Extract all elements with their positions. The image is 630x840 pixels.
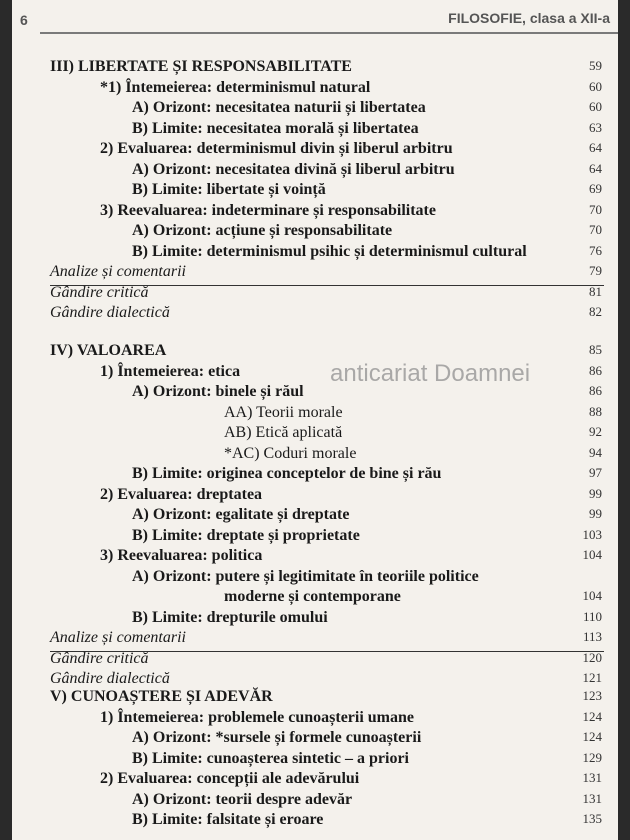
toc-entry-text: 3) Reevaluarea: politica — [100, 547, 263, 564]
toc-page-number: 124 — [582, 729, 602, 744]
toc-row — [12, 588, 618, 610]
toc-entry-text: Gândire critică — [50, 283, 149, 301]
running-title: FILOSOFIE, clasa a XII-a — [448, 10, 610, 26]
toc-page-number: 86 — [589, 383, 602, 398]
toc-entry-text: 1) Întemeierea: etica — [100, 362, 241, 380]
toc-row — [12, 363, 618, 385]
toc-page-number: 85 — [589, 342, 602, 357]
toc-row — [12, 609, 618, 631]
toc-row — [12, 770, 618, 792]
toc-row — [12, 342, 618, 364]
toc-row — [12, 263, 618, 285]
toc-page-number: 88 — [589, 403, 602, 419]
toc-row — [12, 465, 618, 487]
toc-row — [12, 181, 618, 203]
toc-entry-text: A) Orizont: teorii despre adevăr — [132, 790, 353, 808]
toc-entry-text: 3) Reevaluarea: indeterminare și responsabilitate — [100, 201, 436, 219]
toc-entry-text: 2) Evaluarea: determinismul divin și liberul arbitru — [100, 140, 453, 157]
toc-row — [12, 120, 618, 142]
toc-page-number: 123 — [582, 688, 602, 703]
toc-page-number: 69 — [589, 181, 602, 196]
toc-row — [12, 791, 618, 813]
toc-entry-text: B) Limite: necesitatea morală și libertatea — [132, 119, 419, 137]
toc-entry-text: A) Orizont: *sursele și formele cunoașterii — [132, 729, 422, 746]
toc-row — [12, 650, 618, 672]
toc-entry-text: *1) Întemeierea: determinismul natural — [100, 78, 371, 96]
toc-page-number: 60 — [589, 99, 602, 114]
toc-row — [12, 629, 618, 651]
toc-row — [12, 243, 618, 265]
toc-entry-text: Gândire dialectică — [50, 304, 170, 321]
toc-entry-text: A) Orizont: binele și răul — [132, 383, 304, 400]
toc-entry-text: A) Orizont: putere și legitimitate în teoriile politice — [132, 567, 479, 585]
toc-page-number: 104 — [582, 547, 602, 562]
toc-row — [12, 750, 618, 772]
watermark: anticariat Doamnei — [330, 360, 531, 387]
toc-page-number: 64 — [589, 140, 602, 155]
toc-row — [12, 222, 618, 244]
toc-entry-text: A) Orizont: necesitatea divină și liberul arbitru — [132, 160, 455, 178]
toc-entry-text: B) Limite: drepturile omului — [132, 608, 328, 626]
toc-entry-text: Analize și comentarii — [50, 263, 186, 280]
toc-page-number: 70 — [589, 222, 602, 237]
toc-row — [12, 383, 618, 405]
toc-row — [12, 486, 618, 508]
toc-row — [12, 506, 618, 528]
toc-page-number: 94 — [589, 444, 602, 460]
toc-entry-text: Analize și comentarii — [50, 629, 186, 646]
toc-row — [12, 445, 618, 467]
toc-row — [12, 811, 618, 833]
toc-page-number: 79 — [589, 263, 602, 278]
toc-entry-text: A) Orizont: egalitate și dreptate — [132, 506, 350, 523]
toc-entry-text: AA) Teorii morale — [224, 403, 343, 421]
toc-page-number: 92 — [589, 424, 602, 439]
toc-entry-text: B) Limite: falsitate și eroare — [132, 811, 324, 828]
toc-row — [12, 79, 618, 101]
toc-page-number: 103 — [582, 526, 602, 542]
toc-entry-text: *AC) Coduri morale — [224, 444, 357, 462]
toc-row — [12, 709, 618, 731]
toc-page-number: 64 — [589, 160, 602, 176]
toc-row — [12, 547, 618, 569]
toc-page-number: 131 — [582, 790, 602, 806]
toc-page-number: 97 — [589, 465, 602, 480]
page-number: 6 — [20, 12, 28, 28]
toc-row — [12, 58, 618, 80]
toc-entry-text: B) Limite: determinismul psihic și determinismul cultural — [132, 242, 527, 260]
toc-entry-text: 1) Întemeierea: problemele cunoașterii umane — [100, 708, 415, 726]
toc-row — [12, 404, 618, 426]
toc-entry-text: 2) Evaluarea: concepții ale adevărului — [100, 770, 360, 787]
toc-page-number: 124 — [582, 708, 602, 724]
toc-row — [12, 140, 618, 162]
toc-entry-text: A) Orizont: acțiune și responsabilitate — [132, 222, 393, 239]
table-of-contents — [12, 0, 618, 840]
toc-page-number: 104 — [582, 588, 602, 603]
toc-page-number: 99 — [589, 506, 602, 521]
toc-page-number: 120 — [582, 649, 602, 665]
toc-entry-text: 2) Evaluarea: dreptatea — [100, 485, 263, 503]
toc-entry-text: moderne și contemporane — [224, 588, 401, 605]
toc-page-number: 60 — [589, 78, 602, 94]
toc-entry-text: Gândire critică — [50, 649, 149, 667]
toc-row — [12, 688, 618, 710]
toc-row — [12, 527, 618, 549]
toc-row — [12, 568, 618, 590]
toc-page-number: 86 — [589, 362, 602, 378]
toc-page-number: 81 — [589, 283, 602, 299]
book-page — [12, 0, 618, 840]
toc-page-number: 110 — [582, 608, 602, 624]
toc-entry-text: V) CUNOAȘTERE ȘI ADEVĂR — [50, 688, 273, 705]
toc-row — [12, 284, 618, 306]
toc-page-number: 113 — [582, 629, 602, 644]
toc-row — [12, 161, 618, 183]
toc-entry-text: III) LIBERTATE ȘI RESPONSABILITATE — [50, 58, 352, 75]
toc-row — [12, 424, 618, 446]
toc-page-number: 59 — [589, 58, 602, 73]
toc-entry-text: A) Orizont: necesitatea naturii și libertatea — [132, 99, 426, 116]
toc-entry-text: IV) VALOAREA — [50, 342, 167, 359]
toc-entry-text: Gândire dialectică — [50, 670, 170, 687]
toc-row — [12, 729, 618, 751]
toc-entry-text: AB) Etică aplicată — [224, 424, 343, 441]
toc-page-number: 70 — [589, 201, 602, 217]
toc-row — [12, 304, 618, 326]
toc-page-number: 63 — [589, 119, 602, 135]
toc-page-number: 131 — [582, 770, 602, 785]
toc-page-number: 82 — [589, 304, 602, 319]
toc-entry-text: B) Limite: originea conceptelor de bine și rău — [132, 465, 442, 482]
toc-page-number: 76 — [589, 242, 602, 258]
toc-entry-text: B) Limite: libertate și voință — [132, 181, 326, 198]
toc-page-number: 129 — [582, 749, 602, 765]
toc-page-number: 135 — [582, 811, 602, 826]
toc-entry-text: B) Limite: cunoașterea sintetic – a priori — [132, 749, 409, 767]
toc-page-number: 99 — [589, 485, 602, 501]
toc-row — [12, 99, 618, 121]
toc-page-number: 121 — [582, 670, 602, 685]
toc-entry-text: B) Limite: dreptate și proprietate — [132, 526, 360, 544]
toc-row — [12, 202, 618, 224]
